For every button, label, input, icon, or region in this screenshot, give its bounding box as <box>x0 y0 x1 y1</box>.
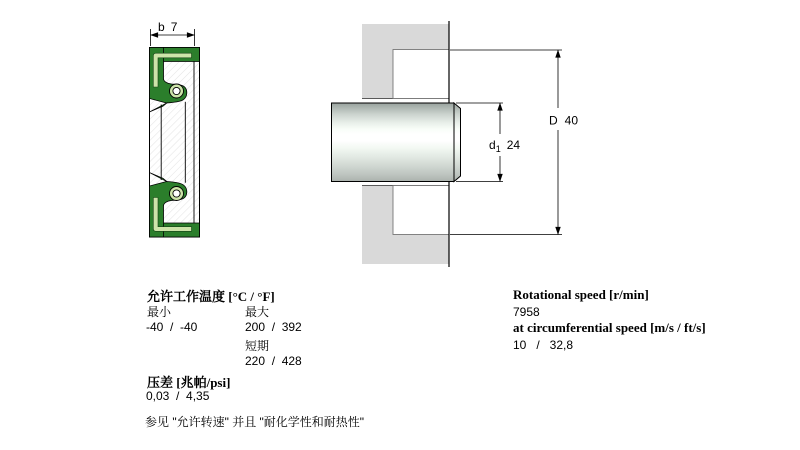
circumferential-speed-header: at circumferential speed [m/s / ft/s] <box>513 320 706 335</box>
shaft-body <box>332 103 455 182</box>
temperature-max-label: 最大 <box>245 305 270 319</box>
dimension-b-label: b 7 <box>158 20 178 34</box>
temperature-min-label: 最小 <box>147 305 172 319</box>
temperature-max-values: 200 / 392 <box>245 320 302 334</box>
temperature-short-term-values: 220 / 428 <box>245 354 302 368</box>
seal-cross-section-drawing <box>140 15 210 245</box>
pressure-values: 0,03 / 4,35 <box>146 389 210 403</box>
garter-spring-core <box>173 87 180 94</box>
circumferential-speed-values: 10 / 32,8 <box>513 338 574 352</box>
dimension-d1-label: $d_1$ 24 <box>489 138 521 154</box>
shaft <box>332 103 461 182</box>
rotational-speed-value: 7958 <box>513 305 540 319</box>
shaft-end-chamfer <box>454 103 461 182</box>
seal-seat-recess-bottom <box>393 186 449 235</box>
rotational-speed-header: Rotational speed [r/min] <box>513 287 649 302</box>
dimension-d1 <box>456 103 503 182</box>
pressure-header: 压差 [兆帕/psi] <box>147 375 231 390</box>
mounting-drawing <box>320 15 580 275</box>
temperature-short-term-label: 短期 <box>245 339 270 353</box>
seal-body <box>149 48 199 238</box>
temperature-header: 允许工作温度 [°C / °F] <box>147 289 275 304</box>
temperature-min-values: -40 / -40 <box>146 320 198 334</box>
reference-note: 参见 "允许转速" 并且 "耐化学性和耐热性" <box>145 415 365 429</box>
dimension-D-label: D 40 <box>549 113 579 128</box>
seal-seat-recess-top <box>393 50 449 99</box>
